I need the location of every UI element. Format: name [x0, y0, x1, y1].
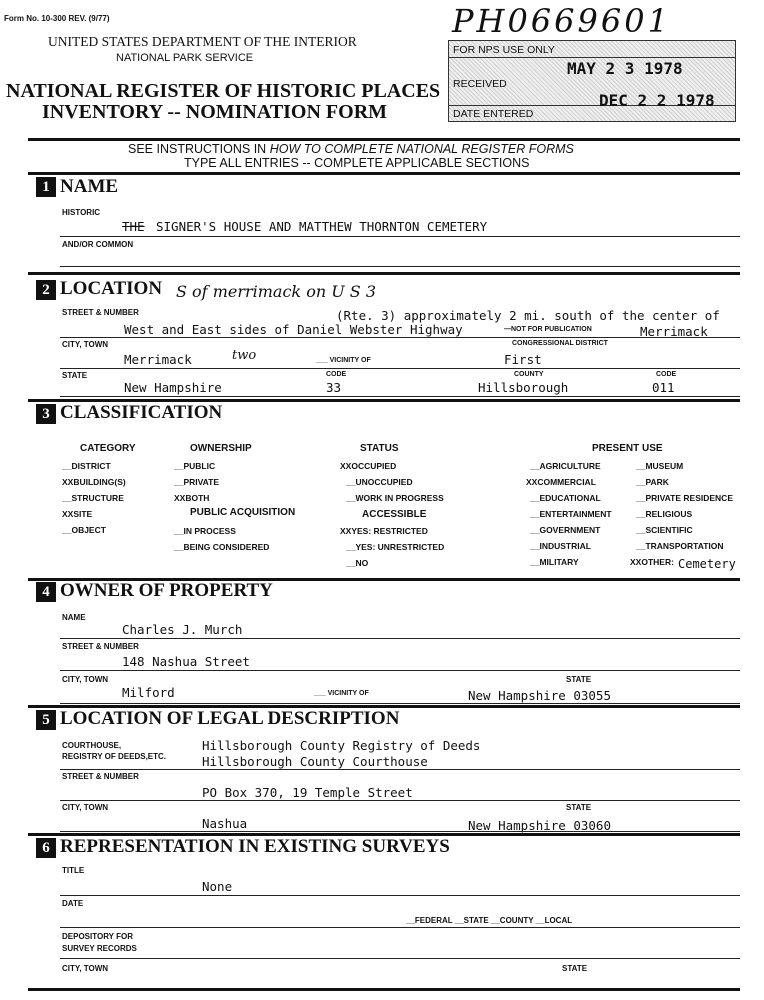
- county-label: COUNTY: [514, 371, 544, 378]
- owner-name-value: Charles J. Murch: [122, 622, 243, 637]
- legal-state-label: STATE: [566, 803, 592, 812]
- state-label: STATE: [62, 371, 88, 380]
- present-use-option: __GOVERNMENT: [530, 525, 601, 535]
- county-value: Hillsborough: [478, 380, 569, 395]
- present-use-other-value: Cemetery: [678, 557, 736, 571]
- category-option: __STRUCTURE: [62, 493, 124, 503]
- legal-street-label: STREET & NUMBER: [62, 772, 139, 781]
- present-use-option: __MILITARY: [530, 557, 579, 567]
- courthouse-label: COURTHOUSE,: [62, 741, 122, 750]
- acquisition-option: __IN PROCESS: [174, 526, 236, 536]
- date-entered-stamp: DEC 2 2 1978: [599, 91, 715, 110]
- survey-state-label: STATE: [562, 964, 588, 973]
- owner-state-value: New Hampshire 03055: [468, 688, 611, 703]
- registry-label: REGISTRY OF DEEDS,ETC.: [62, 752, 167, 761]
- section-number-2: 2: [36, 280, 56, 300]
- owner-street-value: 148 Nashua Street: [122, 654, 250, 669]
- city-handwritten: two: [232, 348, 257, 363]
- legal-city-label: CITY, TOWN: [62, 803, 109, 812]
- present-use-option: __AGRICULTURE: [530, 461, 601, 471]
- section-number-3: 3: [36, 404, 56, 424]
- ownership-option: __PRIVATE: [174, 477, 220, 487]
- county-code-label: CODE: [656, 371, 677, 378]
- section-title-classification: CLASSIFICATION: [60, 402, 223, 423]
- city-value: Merrimack: [124, 352, 192, 367]
- legal-street-value: PO Box 370, 19 Temple Street: [202, 785, 413, 800]
- category-option: XXSITE: [62, 509, 93, 519]
- survey-city-label: CITY, TOWN: [62, 964, 109, 973]
- city-label: CITY, TOWN: [62, 340, 109, 349]
- category-option: __DISTRICT: [62, 461, 111, 471]
- state-code-label: CODE: [326, 371, 347, 378]
- section-number-6: 6: [36, 838, 56, 858]
- historic-name: SIGNER'S HOUSE AND MATTHEW THORNTON CEMETERY: [156, 219, 488, 234]
- handwritten-reference: PH0669601: [452, 2, 671, 40]
- form-title-line2: INVENTORY -- NOMINATION FORM: [42, 101, 388, 123]
- acquisition-option: __BEING CONSIDERED: [174, 542, 270, 552]
- status-option: __WORK IN PROGRESS: [346, 493, 444, 503]
- present-use-option: __MUSEUM: [636, 461, 684, 471]
- instructions-line1: SEE INSTRUCTIONS IN HOW TO COMPLETE NATIONAL REGISTER FORMS: [128, 142, 574, 156]
- legal-city-value: Nashua: [202, 816, 248, 831]
- category-option: XXBUILDING(S): [62, 477, 126, 487]
- courthouse-value1: Hillsborough County Registry of Deeds: [202, 738, 481, 753]
- ownership-option: XXBOTH: [174, 493, 210, 503]
- historic-label: HISTORIC: [62, 208, 101, 217]
- present-use-option: __EDUCATIONAL: [530, 493, 601, 503]
- survey-title-label: TITLE: [62, 866, 85, 875]
- received-stamp: MAY 2 3 1978: [567, 59, 683, 78]
- nps-use-box: [448, 40, 736, 122]
- section-number-5: 5: [36, 710, 56, 730]
- status-option: __UNOCCUPIED: [346, 477, 413, 487]
- section-title-surveys: REPRESENTATION IN EXISTING SURVEYS: [60, 836, 450, 857]
- street-line1: (Rte. 3) approximately 2 mi. south of the center of: [336, 308, 720, 323]
- present-use-option: __PRIVATE RESIDENCE: [636, 493, 733, 503]
- owner-city-value: Milford: [122, 685, 175, 700]
- status-option: XXOCCUPIED: [340, 461, 397, 471]
- present-use-option: __RELIGIOUS: [636, 509, 693, 519]
- form-number: Form No. 10-300 REV. (9/77): [4, 14, 110, 23]
- depository-label2: SURVEY RECORDS: [62, 944, 137, 953]
- survey-date-label: DATE: [62, 899, 84, 908]
- survey-level-options: __FEDERAL __STATE __COUNTY __LOCAL: [406, 916, 573, 925]
- section-title-owner: OWNER OF PROPERTY: [60, 580, 273, 601]
- instructions-line2: TYPE ALL ENTRIES -- COMPLETE APPLICABLE SECTIONS: [184, 156, 530, 170]
- section-number-4: 4: [36, 582, 56, 602]
- owner-vicinity-label: ___ VICINITY OF: [314, 690, 369, 697]
- courthouse-value2: Hillsborough County Courthouse: [202, 754, 428, 769]
- form-title-line1: NATIONAL REGISTER OF HISTORIC PLACES: [6, 80, 441, 102]
- owner-street-label: STREET & NUMBER: [62, 642, 139, 651]
- street-number-label: STREET & NUMBER: [62, 308, 139, 317]
- accessible-option: __YES: UNRESTRICTED: [346, 542, 445, 552]
- not-for-publication: —NOT FOR PUBLICATION: [504, 326, 592, 333]
- owner-name-label: NAME: [62, 613, 86, 622]
- vicinity-label: ___ VICINITY OF: [316, 357, 371, 364]
- handwritten-location-note: S of merrimack on U S 3: [176, 282, 377, 301]
- received-label: RECEIVED: [453, 78, 507, 90]
- county-code-value: 011: [652, 380, 675, 395]
- present-use-option: __PARK: [636, 477, 669, 487]
- accessible-option: __NO: [346, 558, 369, 568]
- owner-city-label: CITY, TOWN: [62, 675, 109, 684]
- status-heading: STATUS: [360, 443, 399, 454]
- accessible-heading: ACCESSIBLE: [362, 509, 427, 520]
- present-use-option: __TRANSPORTATION: [636, 541, 724, 551]
- section-title-legal-description: LOCATION OF LEGAL DESCRIPTION: [60, 708, 400, 729]
- common-label: AND/OR COMMON: [62, 240, 134, 249]
- category-heading: CATEGORY: [80, 443, 136, 454]
- street-line2: West and East sides of Daniel Webster Highway: [124, 322, 463, 337]
- congressional-value: First: [504, 352, 542, 367]
- present-use-heading: PRESENT USE: [592, 443, 663, 454]
- section-number-1: 1: [36, 177, 56, 197]
- depository-label1: DEPOSITORY FOR: [62, 932, 133, 941]
- historic-struck-word: THE: [122, 219, 145, 234]
- section-title-name: NAME: [60, 176, 119, 197]
- present-use-other-label: XXOTHER:: [630, 557, 674, 567]
- category-option: __OBJECT: [62, 525, 106, 535]
- agency-line1: UNITED STATES DEPARTMENT OF THE INTERIOR: [48, 34, 357, 49]
- state-value: New Hampshire: [124, 380, 222, 395]
- street-line2-tail: Merrimack: [640, 324, 708, 339]
- nps-heading: FOR NPS USE ONLY: [453, 44, 555, 56]
- legal-state-value: New Hampshire 03060: [468, 818, 611, 833]
- survey-title-value: None: [202, 879, 233, 894]
- present-use-option: __ENTERTAINMENT: [530, 509, 612, 519]
- present-use-option: __SCIENTIFIC: [636, 525, 693, 535]
- congressional-label: CONGRESSIONAL DISTRICT: [512, 340, 608, 347]
- ownership-option: __PUBLIC: [174, 461, 216, 471]
- present-use-option: XXCOMMERCIAL: [526, 477, 596, 487]
- public-acquisition-heading: PUBLIC ACQUISITION: [190, 507, 296, 518]
- accessible-option: XXYES: RESTRICTED: [340, 526, 428, 536]
- date-entered-label: DATE ENTERED: [453, 108, 534, 120]
- state-code-value: 33: [326, 380, 342, 395]
- section-title-location: LOCATION: [60, 278, 163, 299]
- owner-state-label: STATE: [566, 675, 592, 684]
- present-use-option: __INDUSTRIAL: [530, 541, 591, 551]
- ownership-heading: OWNERSHIP: [190, 443, 252, 454]
- agency-line2: NATIONAL PARK SERVICE: [116, 52, 254, 64]
